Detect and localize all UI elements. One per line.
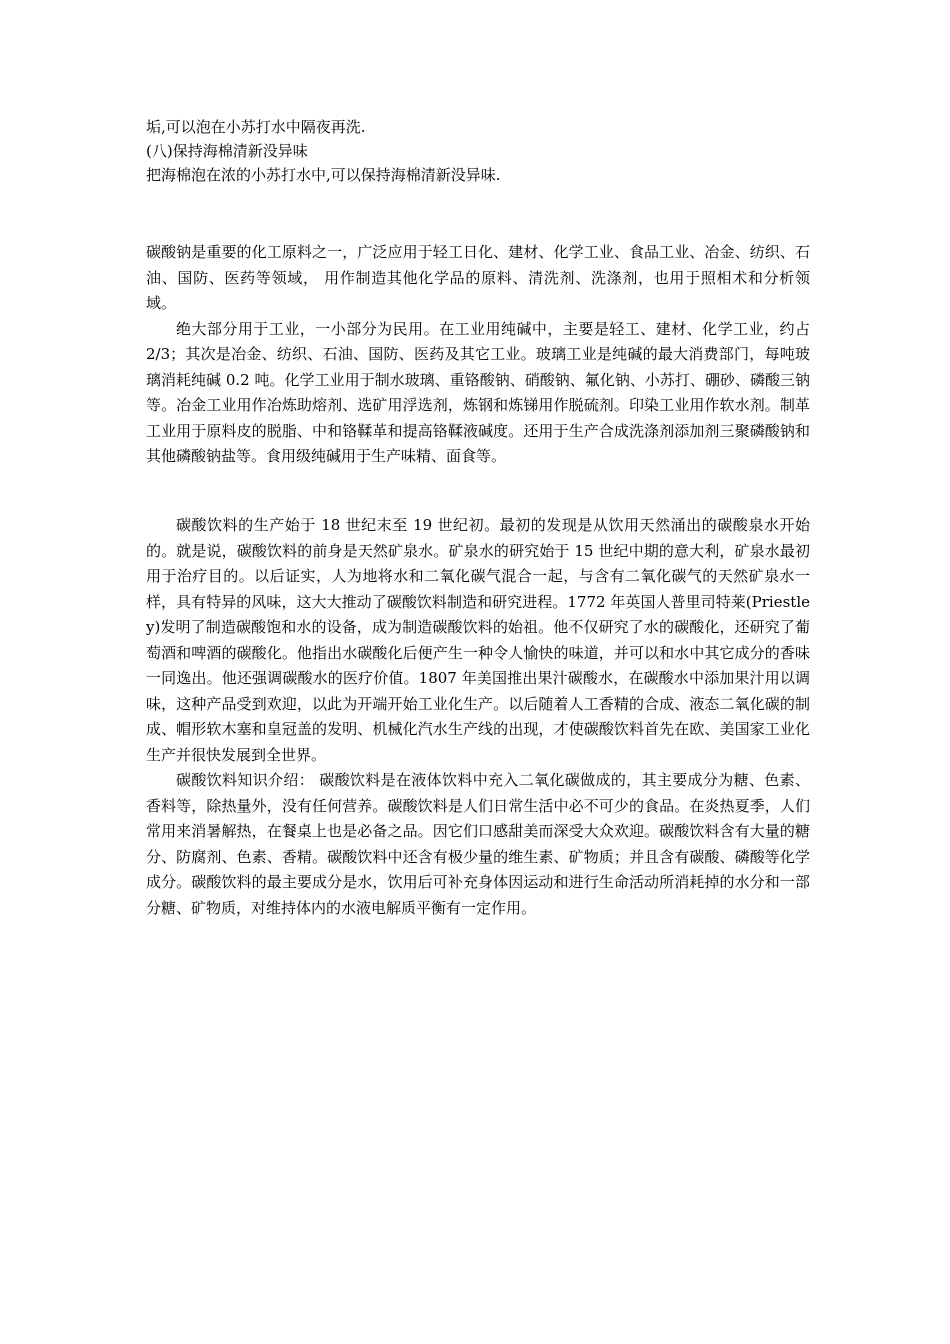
paragraph: 绝大部分用于工业，一小部分为民用。在工业用纯碱中，主要是轻工、建材、化学工业，约占 2/3；其次是冶金、纺织、石油、国防、医药及其它工业。玻璃工业是纯碱的最大消费部门，每吨玻璃消耗纯碱 0.2 吨。化学工业用于制水玻璃、重铬酸钠、硝酸钠、氟化钠、小苏打、硼砂、磷酸三钠等。冶金工业用作冶炼助熔剂、选矿用浮选剂，炼钢和炼锑用作脱硫剂。印染工业用作软水剂。制革工业用于原料皮的脱脂、中和铬鞣革和提高铬鞣液碱度。还用于生产合成洗涤剂添加剂三聚磷酸钠和其他磷酸钠盐等。食用级纯碱用于生产味精、面食等。 (146, 319, 810, 465)
sponge-tips-section (146, 115, 810, 187)
carbonated-drinks-section (146, 513, 810, 921)
paragraph: 碳酸饮料知识介绍： 碳酸饮料是在液体饮料中充入二氧化碳做成的，其主要成分为糖、色素、香料等，除热量外，没有任何营养。碳酸饮料是人们日常生活中必不可少的食品。在炎热夏季，人们常用来消暑解热，在餐桌上也是必备之品。因它们口感甜美而深受大众欢迎。碳酸饮料含有大量的糖分、防腐剂、色素、香精。碳酸饮料中还含有极少量的维生素、矿物质；并且含有碳酸、磷酸等化学成分。碳酸饮料的最主要成分是水，饮用后可补充身体因运动和进行生命活动所消耗掉的水分和一部分糖、矿物质，对维持体内的水液电解质平衡有一定作用。 (146, 771, 810, 917)
sodium-carbonate-section (146, 240, 810, 470)
paragraph: 碳酸饮料的生产始于 18 世纪末至 19 世纪初。最初的发现是从饮用天然涌出的碳酸泉水开始的。就是说，碳酸饮料的前身是天然矿泉水。矿泉水的研究始于 15 世纪中期的意大利，矿泉水最初用于治疗目的。以后证实，人为地将水和二氧化碳气混合一起，与含有二氧化碳气的天然矿泉水一样，具有特异的风味，这大大推动了碳酸饮料制造和研究进程。1772 年英国人普里司特莱(Priestley)发明了制造碳酸饱和水的设备，成为制造碳酸饮料的始祖。他不仅研究了水的碳酸化，还研究了葡萄酒和啤酒的碳酸化。他指出水碳酸化后便产生一种令人愉快的味道，并可以和水中其它成分的香味一同逸出。他还强调碳酸水的医疗价值。1807 年美国推出果汁碳酸水，在碳酸水中添加果汁用以调味，这种产品受到欢迎，以此为开端开始工业化生产。以后随着人工香精的合成、液态二氧化碳的制成、帽形软木塞和皇冠盖的发明、机械化汽水生产线的出现，才使碳酸饮料首先在欧、美国家工业化生产并很快发展到全世界。 (146, 516, 810, 764)
section-heading: (八)保持海棉清新没异味 (146, 142, 308, 160)
text-line: 垢,可以泡在小苏打水中隔夜再洗. (146, 118, 366, 136)
paragraph: 碳酸钠是重要的化工原料之一，广泛应用于轻工日化、建材、化学工业、食品工业、冶金、纺织、石油、国防、医药等领域， 用作制造其他化学品的原料、清洗剂、洗涤剂，也用于照相术和分析领域。 (146, 243, 810, 312)
text-line: 把海棉泡在浓的小苏打水中,可以保持海棉清新没异味. (146, 166, 501, 184)
